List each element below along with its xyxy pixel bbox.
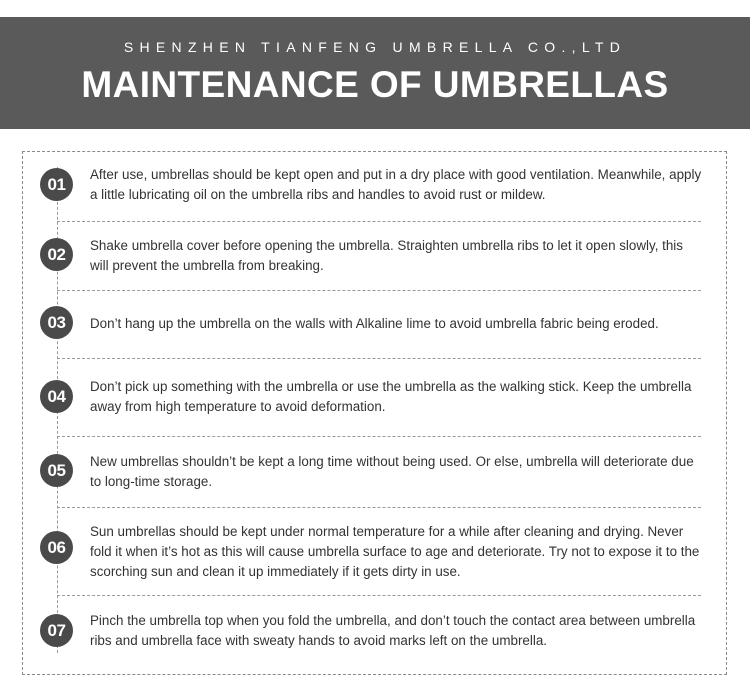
item-number-badge: 01 (40, 168, 73, 201)
page-title: MAINTENANCE OF UMBRELLAS (81, 64, 669, 105)
company-name: SHENZHEN TIANFENG UMBRELLA CO.,LTD (123, 39, 627, 55)
item-number-badge: 06 (40, 531, 73, 564)
item-divider (57, 507, 701, 508)
item-divider (57, 221, 701, 222)
item-divider (57, 358, 701, 359)
item-number-badge: 05 (40, 454, 73, 487)
item-number-badge: 03 (40, 306, 73, 339)
item-text: Sun umbrellas should be kept under normal temperature for a while after cleaning and drying. Never fold it when it’s hot as this will cause umbrella surface to age and deteriorate. Try not to expose it to the scorching sun and clean it up immediately if it gets dirty in use. (90, 524, 700, 579)
item-text: New umbrellas shouldn’t be kept a long time without being used. Or else, umbrella will deteriorate due to long-time storage. (90, 454, 694, 489)
header-banner (0, 17, 750, 129)
item-text: Pinch the umbrella top when you fold the umbrella, and don’t touch the contact area between umbrella ribs and umbrella face with sweaty hands to avoid marks left on the umbrella. (90, 613, 696, 648)
item-text: Don’t hang up the umbrella on the walls with Alkaline lime to avoid umbrella fabric being eroded. (90, 316, 659, 331)
item-number-badge: 07 (40, 614, 73, 647)
item-text: After use, umbrellas should be kept open and put in a dry place with good ventilation. Meanwhile, apply a little lubricating oil on the umbrella ribs and handles to avoid rust or mildew. (90, 167, 702, 202)
item-divider (57, 436, 701, 437)
item-number-badge: 02 (40, 238, 73, 271)
item-text: Shake umbrella cover before opening the umbrella. Straighten umbrella ribs to let it open slowly, this will prevent the umbrella from breaking. (90, 238, 683, 273)
item-divider (57, 290, 701, 291)
item-divider (57, 595, 701, 596)
item-number-badge: 04 (40, 380, 73, 413)
item-text: Don’t pick up something with the umbrella or use the umbrella as the walking stick. Keep the umbrella away from high temperature to avoid deformation. (90, 379, 692, 414)
